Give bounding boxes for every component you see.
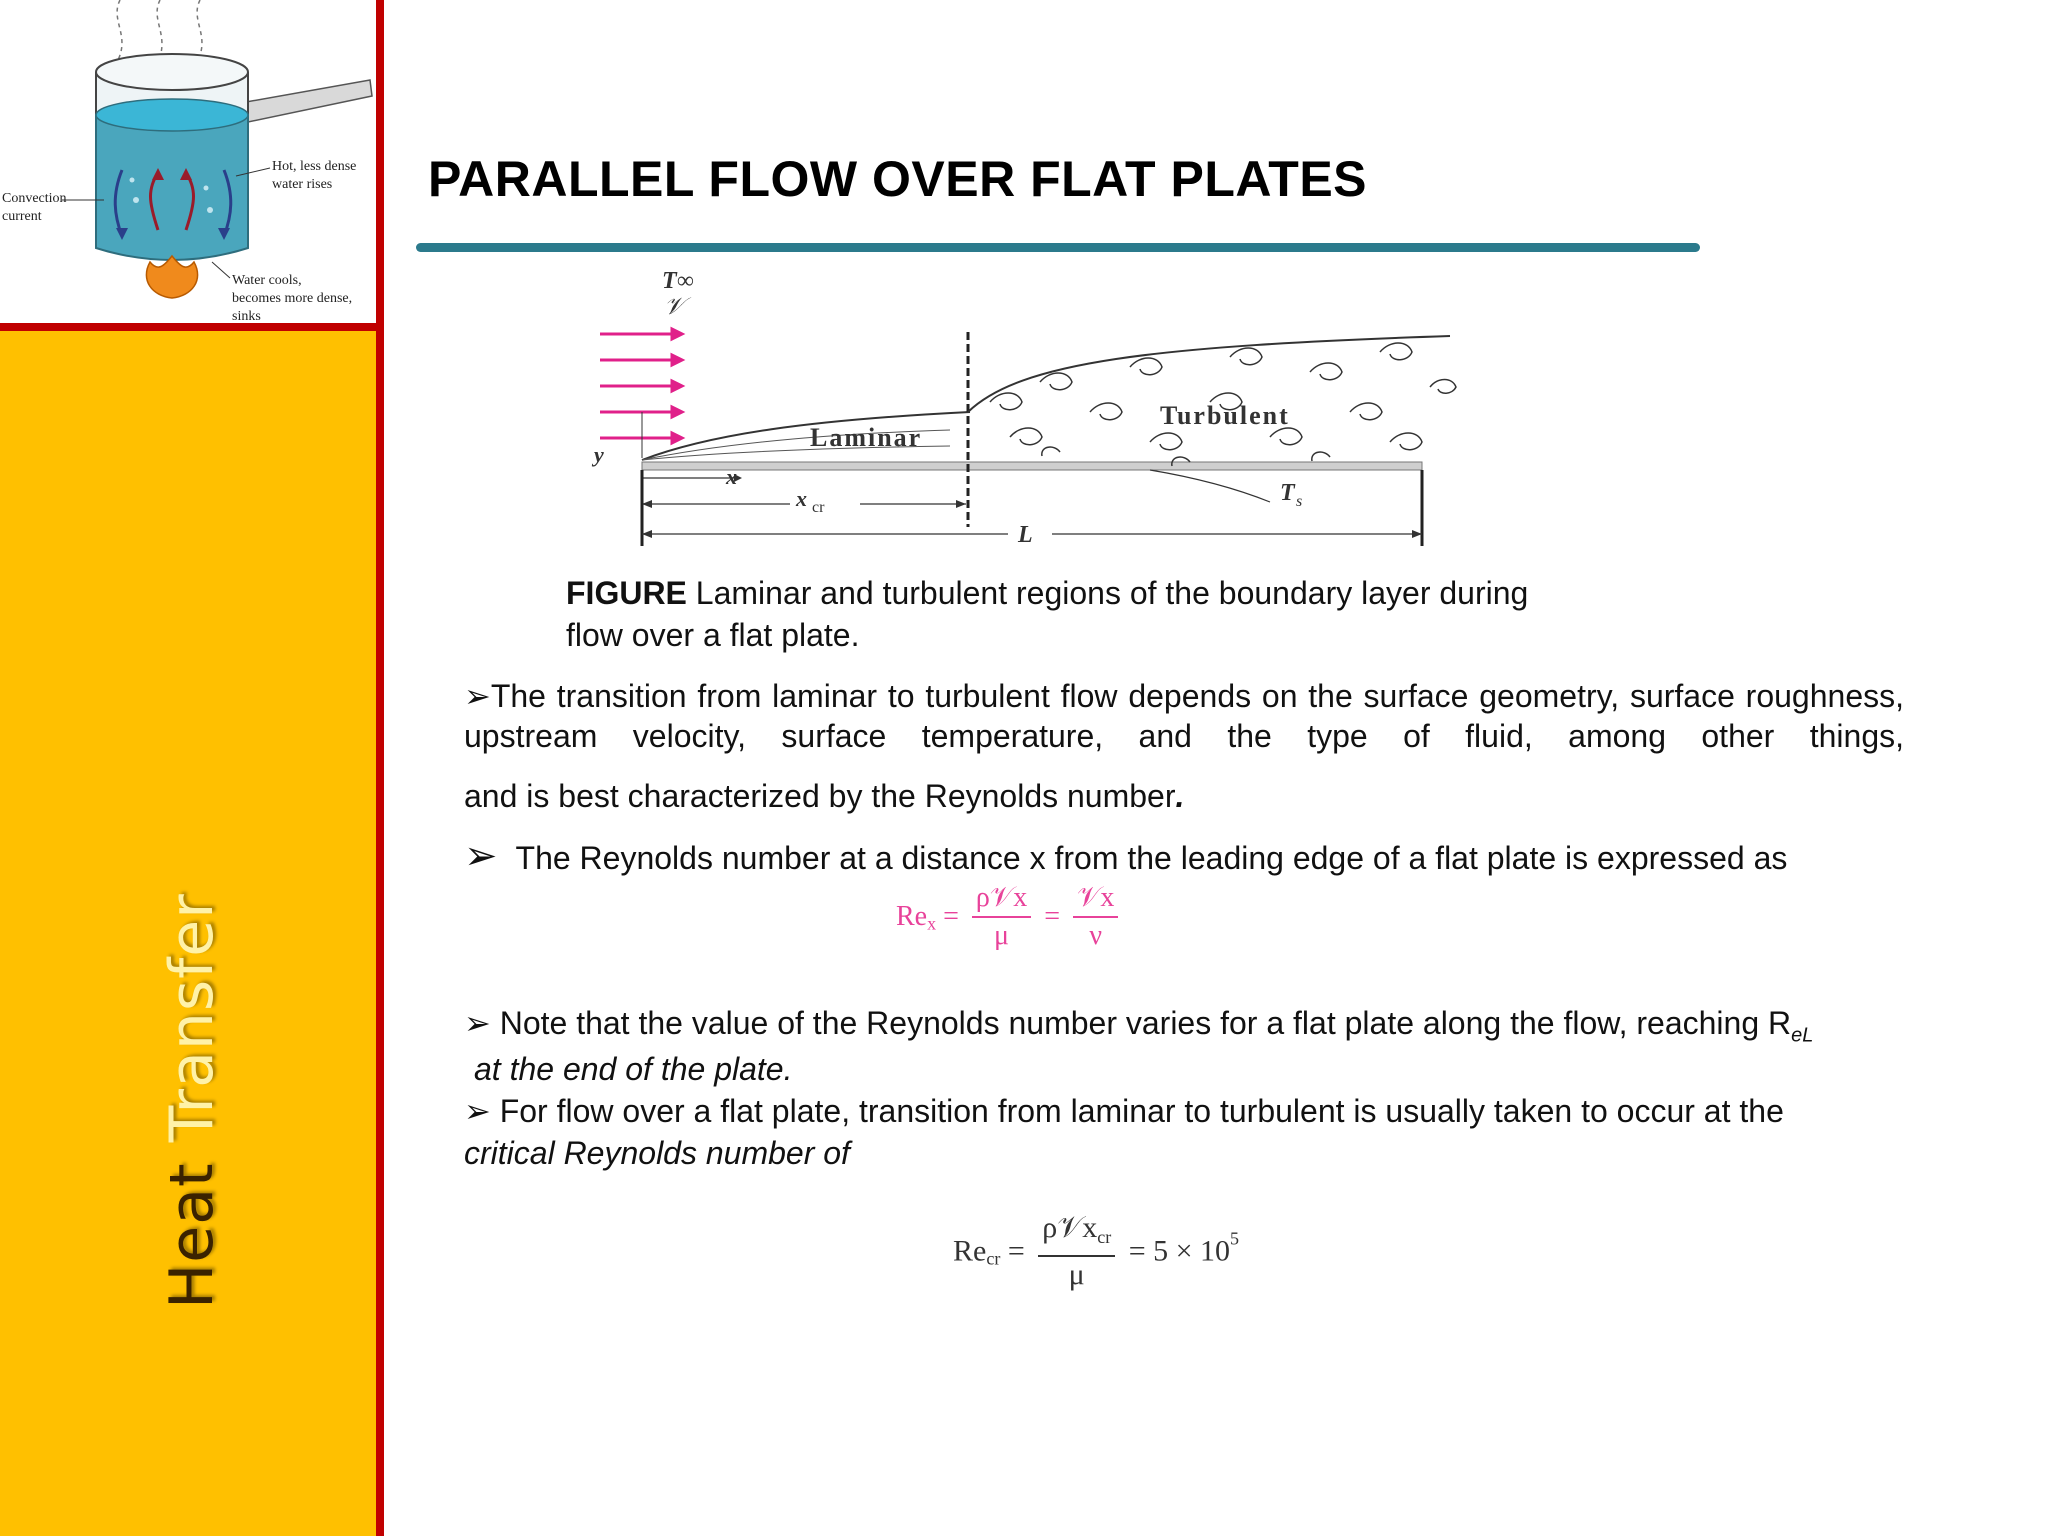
eq2-num-text: ρ𝒱x bbox=[1042, 1211, 1098, 1244]
critical-reynolds-equation bbox=[953, 1210, 1239, 1293]
eq2-rhs-sup: 5 bbox=[1230, 1228, 1240, 1249]
label-tinf: T∞ bbox=[662, 268, 694, 294]
eq2-lhs-sub: cr bbox=[986, 1248, 1001, 1269]
caption-lead: FIGURE bbox=[566, 575, 687, 611]
bullet1-cont-text: and is best characterized by the Reynolds number bbox=[464, 778, 1176, 814]
label-cool-3: sinks bbox=[232, 309, 261, 323]
label-y: y bbox=[594, 442, 604, 467]
label-hot-2: water rises bbox=[272, 177, 333, 192]
eq1-fraction2 bbox=[1073, 880, 1118, 954]
bullet-transition bbox=[464, 676, 1904, 756]
bullet2-text: The Reynolds number at a distance x from the leading edge of a flat plate is expressed as bbox=[515, 840, 1788, 876]
label-laminar: Laminar bbox=[810, 423, 923, 452]
label-xcr-sub: cr bbox=[812, 499, 825, 516]
bullet-critical-reynolds-cont: critical Reynolds number of bbox=[464, 1135, 850, 1171]
eq2-num-sub: cr bbox=[1097, 1227, 1112, 1247]
bullet-reynolds-varies-cont: at the end of the plate. bbox=[474, 1051, 793, 1087]
bullet1-end: . bbox=[1175, 778, 1185, 814]
boundary-layer-figure bbox=[590, 262, 1470, 567]
label-cool: Water cools, bbox=[232, 273, 302, 288]
convection-illustration bbox=[0, 0, 384, 331]
bullet4-text: For flow over a flat plate, transition from laminar to turbulent is usually taken to occur at the bbox=[499, 1093, 1784, 1129]
eq1-num2: 𝒱x bbox=[1073, 880, 1118, 918]
reynolds-equation bbox=[896, 880, 1124, 954]
eq2-rhs: = 5 × 10 bbox=[1128, 1234, 1231, 1268]
figure-caption bbox=[566, 572, 1566, 656]
eq1-lhs-sub: x bbox=[927, 913, 937, 934]
sidebar-title-word2: Transfer bbox=[157, 893, 227, 1143]
bullet1-text: The transition from laminar to turbulent flow depends on the surface geometry, surface roughness, upstream velocity, surface temperature, and the type of fluid, among other things, bbox=[464, 678, 1904, 754]
label-convection: Convection bbox=[2, 191, 67, 206]
label-hot: Hot, less dense bbox=[272, 159, 357, 174]
bullet-critical-reynolds bbox=[464, 1090, 1924, 1132]
eq1-num1: ρ𝒱x bbox=[972, 880, 1031, 918]
label-turbulent: Turbulent bbox=[1160, 401, 1290, 430]
boiling-pot-image bbox=[0, 0, 376, 323]
eq2-lhs: Re bbox=[953, 1234, 987, 1268]
bullet-arrow-icon: ➢ bbox=[464, 677, 491, 715]
eq1-den2: ν bbox=[1089, 920, 1102, 951]
label-xcr: x bbox=[796, 486, 807, 511]
free-stream-arrows bbox=[600, 329, 682, 443]
eq1-den1: μ bbox=[994, 920, 1010, 951]
sidebar bbox=[0, 331, 384, 1536]
eq2-num bbox=[1038, 1210, 1115, 1257]
bullet-reynolds-definition bbox=[464, 826, 1904, 888]
bullet-arrow-icon: ➢ bbox=[464, 1092, 491, 1130]
boundary-layer-diagram bbox=[590, 262, 1470, 562]
eq1-lhs: Re bbox=[896, 901, 928, 932]
label-x: x bbox=[726, 464, 737, 489]
label-convection-2: current bbox=[2, 209, 42, 224]
label-L: L bbox=[1018, 522, 1033, 548]
bullet3-sub: eL bbox=[1791, 1024, 1814, 1047]
label-cool-2: becomes more dense, bbox=[232, 291, 353, 306]
sidebar-title-word1: Heat bbox=[157, 1162, 227, 1309]
flat-plate bbox=[642, 462, 1422, 470]
label-ts-sub: s bbox=[1296, 493, 1303, 510]
sidebar-title bbox=[157, 893, 227, 1309]
label-v: 𝒱 bbox=[664, 294, 684, 320]
eq2-den: μ bbox=[1068, 1258, 1085, 1291]
bullet-arrow-icon: ➢ bbox=[464, 1004, 491, 1042]
title-divider bbox=[416, 243, 1700, 252]
eq1-fraction1 bbox=[972, 880, 1031, 954]
eq1-eq-sign-2: = bbox=[1044, 901, 1060, 932]
label-ts: T bbox=[1280, 480, 1295, 506]
caption-text: Laminar and turbulent regions of the boundary layer during flow over a flat plate. bbox=[566, 575, 1529, 653]
page-title: PARALLEL FLOW OVER FLAT PLATES bbox=[428, 151, 1368, 207]
eq2-fraction bbox=[1038, 1210, 1115, 1293]
eq1-eq-sign: = bbox=[943, 901, 959, 932]
eq2-eq-sign: = bbox=[1007, 1234, 1025, 1268]
bullet-arrow-icon: ➢ bbox=[464, 833, 498, 879]
bullet3-text: Note that the value of the Reynolds number varies for a flat plate along the flow, reaching R bbox=[499, 1005, 1792, 1041]
bullet-transition-cont bbox=[464, 774, 1904, 818]
